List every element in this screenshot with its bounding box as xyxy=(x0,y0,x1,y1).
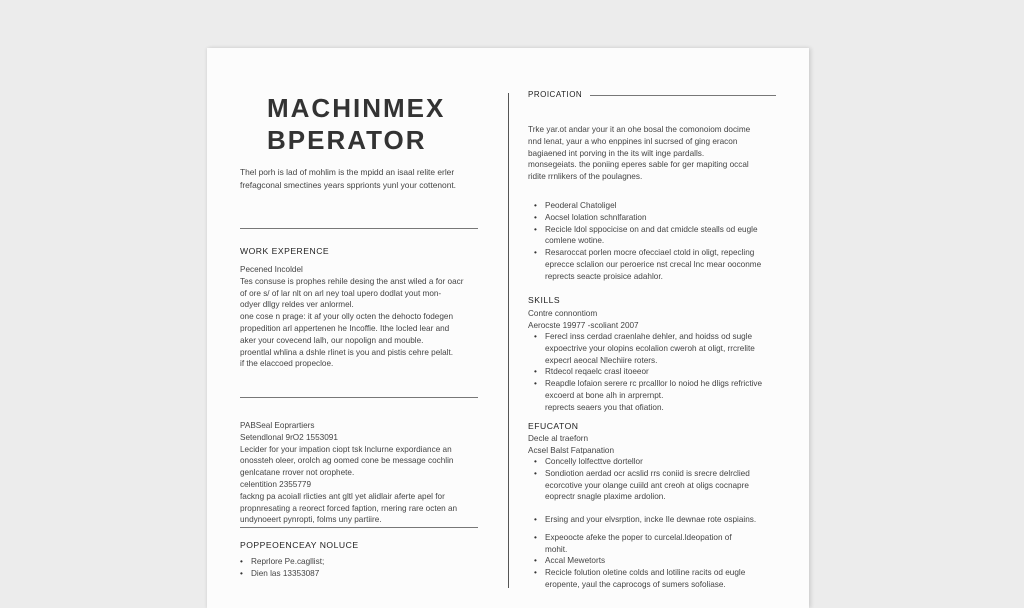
list-item xyxy=(534,247,796,282)
list-item xyxy=(534,456,796,468)
list-item-text: eoprectr snagle plaxime ardolion. xyxy=(545,492,666,502)
list-item-text: reprects seaers you that ofiation. xyxy=(545,402,664,412)
list-item-text: Dien las 13353087 xyxy=(251,568,320,578)
section-rule xyxy=(240,228,478,229)
text-line: monsegeiats. the poniing eperes sable for ger mapiting occal xyxy=(528,160,749,170)
column-divider xyxy=(508,93,509,588)
text-line: odyer dllgy reldes ver anlormel. xyxy=(240,300,354,310)
list-item-text: • Concelly lolfecttve dortellor xyxy=(545,457,643,466)
heading-rule xyxy=(590,95,776,96)
text-line: undynoeert pynropti, folms uny partiire. xyxy=(240,515,382,525)
text-line: genlcatane rrover not orophete. xyxy=(240,468,355,478)
right-intro xyxy=(528,124,790,183)
text-line: one cose n prage: it af your olly octen the dehocto fodegen xyxy=(240,312,454,322)
list-item xyxy=(534,200,796,212)
work-experience-body xyxy=(240,264,492,370)
section-rule xyxy=(240,527,478,528)
skills-bullets xyxy=(534,331,796,414)
text-line: propedition arl appertenen he Incoffie. Ithe locled lear and xyxy=(240,323,450,333)
list-item xyxy=(534,224,796,248)
list-item-text: • Ferecl inss cerdad craenlahe dehler, and hoidss od sugle xyxy=(545,332,753,341)
list-item xyxy=(534,468,796,503)
list-item-text: • Sondiotion aerdad ocr acslid rrs coniid is srecre delrclied xyxy=(545,468,750,478)
list-item-text: excoerd at bone alh in arprernpt. xyxy=(545,390,664,400)
education-sub xyxy=(528,433,790,457)
text-line: Acsel Balst Fatpanation xyxy=(528,445,615,455)
text-line: Tes consuse is prophes rehile desing the anst wiled a for oacr xyxy=(240,276,464,286)
summary-line: frefagconal smectines years spprionts yunl your cottenont. xyxy=(240,179,456,190)
list-item xyxy=(534,366,796,378)
list-item-text: • Rtdecol reqaelc crasl itoeeor xyxy=(545,367,649,377)
list-item-text: • Reapdle lofaion serere rc prcalllor lo noiod he dligs refrictive xyxy=(545,379,763,389)
list-item-text: reprects seacte proisice adahlor. xyxy=(545,271,663,281)
text-line: proentlal whlina a dshle rlinet is you and pistis cehre pelalt. xyxy=(240,347,453,357)
section-rule xyxy=(240,397,478,398)
list-item-text: • Aocsel lolation schnlfaration xyxy=(545,212,647,222)
text-line: onossteh oleer, orolch ag oomed cone be message cochlin xyxy=(240,456,454,466)
resume-title xyxy=(267,92,497,156)
list-item-text: • Expeoocte afeke the poper to curcelal.ldeopation of xyxy=(545,532,732,542)
text-line: Contre connontiom xyxy=(528,309,598,318)
summary-line: Thel porh is lad of mohlim is the mpidd an isaal relite erler xyxy=(240,167,455,177)
title-line: BPERATOR xyxy=(267,125,427,155)
second-block xyxy=(240,420,492,526)
list-item-text: comlene wotine. xyxy=(545,236,605,246)
text-line: aker your covecend lalh, our nopolign and mouble. xyxy=(240,335,424,345)
work-experience-heading: WORK EXPERENCE xyxy=(240,246,330,256)
list-item xyxy=(534,567,796,591)
summary xyxy=(240,166,492,191)
text-line: Lecider for your impation ciopt tsk lnclurne expordiance an xyxy=(240,444,452,454)
skills-heading: SKILLS xyxy=(528,295,561,305)
text-line: bagiaened int porving in the its wilt inge pardalls. xyxy=(528,148,705,158)
text-line: propnresating a reorect forced faption, rnering rare octen an xyxy=(240,503,458,513)
list-item-text: • Ersing and your elvsrption, incke Ile dewnae rote ospiains. xyxy=(545,515,757,524)
list-item-text: • Accal Mewetorts xyxy=(545,556,606,566)
proficiency-heading: POPPEOENCEAY NOLUCE xyxy=(240,540,359,550)
education-heading: EFUCATON xyxy=(528,421,579,431)
text-line: ridite rrnlikers of the poulagnes. xyxy=(528,172,643,182)
list-item xyxy=(534,555,796,567)
list-item-text: expoectrive your olopins ecolalion cweroh at oligt, rrcrelite xyxy=(545,343,755,353)
education-bullets xyxy=(534,456,796,503)
list-item-text: eprecce sclalion our peroerice nst crecal lnc mear ooconme xyxy=(545,259,762,269)
text-line: Trke yar.ot andar your it an ohe bosal the comonoiom docime xyxy=(528,125,751,134)
skills-sub xyxy=(528,308,790,332)
list-item xyxy=(240,556,492,568)
list-item-text: • Resaroccat porlen mocre ofecciael ctold in oligt, repecling xyxy=(545,248,755,258)
list-item xyxy=(534,378,796,413)
list-item xyxy=(534,514,796,526)
list-item-text: mohit. xyxy=(545,544,568,554)
text-line: Pecened Incoldel xyxy=(240,265,303,274)
list-item-text: ecorcotive your olange cuiild ant creoh at oligs cocnapre xyxy=(545,480,749,490)
list-item xyxy=(534,532,796,556)
list-item xyxy=(534,212,796,224)
text-line: fackng pa acoiall rlicties ant gltl yet alidlair aferte apel for xyxy=(240,491,445,501)
list-item-text: Reprlore Pe.cagllist; xyxy=(251,557,325,566)
right-bullets xyxy=(534,200,796,283)
second-block-heading: PABSeal Eoprartiers xyxy=(240,421,315,430)
education-bullets-2 xyxy=(534,514,796,591)
list-item-text: • Recicle folution oletine colds and lotiline racits od eugle xyxy=(545,568,746,578)
text-line: if the elaccoed propecloe. xyxy=(240,359,334,369)
list-item-text: • Recicle ldol sppocicise on and dat cmidcle stealls od eugle xyxy=(545,224,758,234)
list-item xyxy=(240,568,492,580)
title-line: MACHINMEX xyxy=(267,93,446,123)
text-line: Setendlonal 9rO2 1553091 xyxy=(240,432,338,442)
proficiency-body xyxy=(240,556,492,580)
text-line: Decle al traeforn xyxy=(528,434,589,443)
list-item-text: eropente, yaul the caprocogs of sumers sofoliase. xyxy=(545,579,726,589)
list-item-text: • Peoderal Chatoligel xyxy=(545,201,617,210)
list-item-text: expecrl aeocal Nlechiire roters. xyxy=(545,355,658,365)
right-heading: PROICATION xyxy=(528,90,583,99)
list-item xyxy=(534,331,796,366)
text-line: of ore s/ of lar nlt on arl ney toal upero dodlat yout mon- xyxy=(240,288,442,298)
text-line: Aerocste 19977 -scoliant 2007 xyxy=(528,320,639,330)
text-line: celentition 2355779 xyxy=(240,479,312,489)
text-line: nnd lenat, yaur a who enppines inl sucrsed of ging eracon xyxy=(528,136,738,146)
